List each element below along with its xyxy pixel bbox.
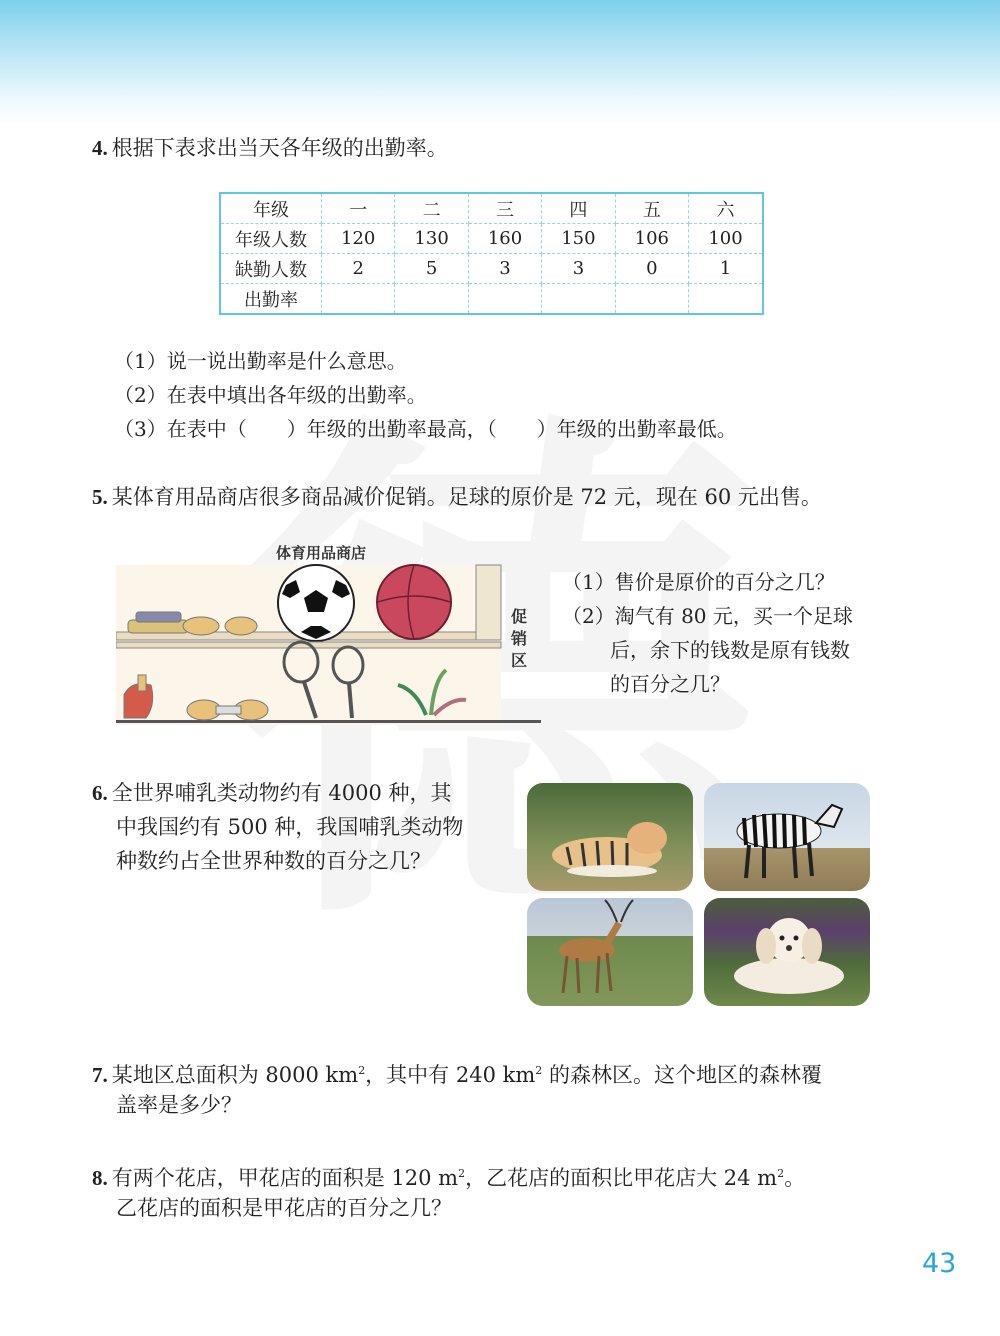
question-8-line-1 xyxy=(92,1157,805,1195)
table-cell: 100 xyxy=(689,224,763,254)
impala-icon xyxy=(527,898,693,1006)
table-cell: 5 xyxy=(395,254,468,284)
impala-photo xyxy=(527,898,693,1006)
table-cell: 160 xyxy=(468,224,541,254)
tiger-icon xyxy=(527,783,693,891)
table-cell xyxy=(542,284,615,315)
question-text-part-3: 。 xyxy=(784,1166,806,1190)
table-row xyxy=(220,254,763,284)
table-cell xyxy=(395,284,468,315)
q5-sub-2-line-2: 后，余下的钱数是原有钱数 xyxy=(610,638,850,662)
tiger-photo xyxy=(527,783,693,891)
question-7-line-2: 盖率是多少？ xyxy=(116,1093,242,1117)
q4-sub-1: （1）说一说出勤率是什么意思。 xyxy=(114,349,407,373)
question-text: 根据下表求出当天各年级的出勤率。 xyxy=(111,136,448,160)
table-cell xyxy=(322,284,395,315)
puppy-icon xyxy=(704,898,870,1006)
table-cell: 130 xyxy=(395,224,468,254)
question-number: 4. xyxy=(92,136,108,160)
sports-store-illustration xyxy=(116,540,541,725)
store-shelf-image xyxy=(116,540,541,725)
zebra-icon xyxy=(704,783,870,891)
top-gradient-band xyxy=(0,0,1000,125)
q5-sub-2-line-1: （2）淘气有 80 元，买一个足球 xyxy=(562,604,853,628)
question-text-part-1: 有两个花店，甲花店的面积是 120 m xyxy=(111,1166,459,1190)
q4-sub-2: （2）在表中填出各年级的出勤率。 xyxy=(114,383,427,407)
question-text-part-2: ，其中有 240 km xyxy=(365,1063,536,1087)
question-number: 5. xyxy=(92,485,108,509)
q5-sub-1: （1）售价是原价的百分之几？ xyxy=(562,570,835,594)
table-cell: 二 xyxy=(395,193,468,224)
table-row xyxy=(220,224,763,254)
promo-label: 促销区 xyxy=(511,607,528,670)
table-cell: 150 xyxy=(542,224,615,254)
attendance-table xyxy=(219,192,764,315)
table-cell: 1 xyxy=(689,254,763,284)
soccer-ball-icon xyxy=(278,565,354,641)
question-6-line-3: 种数约占全世界种数的百分之几？ xyxy=(116,849,431,873)
basketball-icon xyxy=(377,565,451,639)
question-text-part-1: 某地区总面积为 8000 km xyxy=(111,1063,359,1087)
table-cell: 四 xyxy=(542,193,615,224)
superscript: 2 xyxy=(777,1167,785,1180)
table-cell: 一 xyxy=(322,193,395,224)
zebra-photo xyxy=(704,783,870,891)
question-number: 6. xyxy=(92,781,108,805)
question-8-line-2: 乙花店的面积是甲花店的百分之几？ xyxy=(116,1196,452,1220)
table-cell xyxy=(615,284,688,315)
table-row-header: 出勤率 xyxy=(220,284,322,315)
table-row xyxy=(220,193,763,224)
table-cell xyxy=(689,284,763,315)
table-cell: 五 xyxy=(615,193,688,224)
store-title: 体育用品商店 xyxy=(276,544,367,562)
superscript: 2 xyxy=(535,1064,543,1077)
q5-sub-2-line-3: 的百分之几？ xyxy=(610,672,730,696)
question-4 xyxy=(92,131,448,165)
table-cell: 三 xyxy=(468,193,541,224)
question-text: 全世界哺乳类动物约有 4000 种，其 xyxy=(111,781,452,805)
table-row-header: 年级 xyxy=(220,193,322,224)
table-row xyxy=(220,284,763,315)
table-cell: 0 xyxy=(615,254,688,284)
question-number: 8. xyxy=(92,1166,108,1190)
question-text: 某体育用品商店很多商品减价促销。足球的原价是 72 元，现在 60 元出售。 xyxy=(111,485,822,509)
question-text-part-3: 的森林区。这个地区的森林覆 xyxy=(542,1063,822,1087)
table-row-header: 年级人数 xyxy=(220,224,322,254)
table-cell xyxy=(468,284,541,315)
table-cell: 2 xyxy=(322,254,395,284)
puppy-photo xyxy=(704,898,870,1006)
superscript: 2 xyxy=(358,1064,366,1077)
table-cell: 六 xyxy=(689,193,763,224)
table-cell: 120 xyxy=(322,224,395,254)
question-number: 7. xyxy=(92,1063,108,1087)
table-cell: 3 xyxy=(468,254,541,284)
question-6-line-2: 中我国约有 500 种，我国哺乳类动物 xyxy=(116,815,464,839)
table-cell: 3 xyxy=(542,254,615,284)
q4-sub-3: （3）在表中（ ）年级的出勤率最高，（ ）年级的出勤率最低。 xyxy=(114,417,737,441)
animal-photos xyxy=(527,783,872,1008)
question-text-part-2: ，乙花店的面积比甲花店大 24 m xyxy=(465,1166,778,1190)
table-cell: 106 xyxy=(615,224,688,254)
question-7-line-1 xyxy=(92,1054,822,1092)
question-6-line-1 xyxy=(92,776,452,810)
superscript: 2 xyxy=(458,1167,466,1180)
question-5 xyxy=(92,480,822,514)
page-number: 43 xyxy=(922,1248,957,1279)
table-row-header: 缺勤人数 xyxy=(220,254,322,284)
